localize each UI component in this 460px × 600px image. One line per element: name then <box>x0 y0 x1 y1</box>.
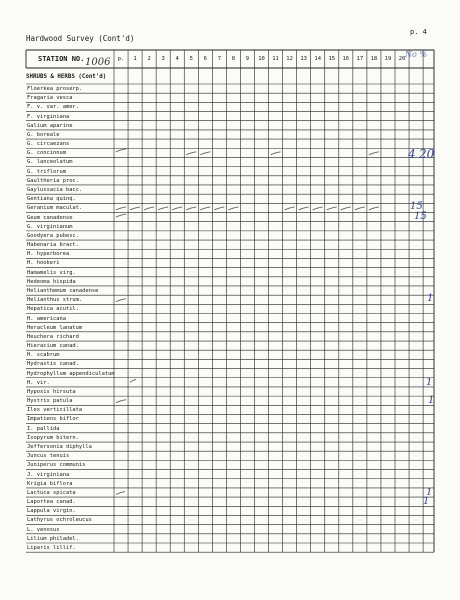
species-name: G. virginianum <box>27 223 73 230</box>
tally-mark <box>214 207 224 210</box>
tally-mark <box>186 152 196 155</box>
species-name: Helianthemum canadense <box>27 287 99 294</box>
handwritten-geranium-pct: 15 <box>410 201 423 212</box>
handwritten-lactuca: 1 <box>426 487 433 498</box>
species-name: H. vir. <box>27 379 50 386</box>
tally-mark <box>271 152 281 155</box>
tally-mark <box>228 207 238 210</box>
species-name: Hieracium canad. <box>27 343 79 350</box>
species-name: Geranium maculat. <box>27 205 83 212</box>
tally-mark <box>285 207 295 210</box>
species-name: Gaultheria proc. <box>27 177 79 184</box>
species-name: Lappula virgin. <box>27 508 76 515</box>
species-name: Juncus tenuis <box>27 453 70 460</box>
column-header: 18 <box>370 56 378 62</box>
species-name: Juniperus communis <box>27 462 86 469</box>
column-header: 17 <box>356 56 364 62</box>
column-header: 5 <box>189 56 193 62</box>
column-header: 1 <box>133 56 137 62</box>
tally-mark <box>116 149 126 152</box>
column-header: 19 <box>384 56 392 62</box>
species-name: G. lanceolatum <box>27 159 73 166</box>
species-name: G. circaezans <box>27 141 70 148</box>
tally-mark <box>116 214 126 217</box>
column-header: 20 <box>398 56 406 62</box>
tally-mark <box>116 299 126 302</box>
species-name: Geum canadense <box>27 214 73 221</box>
handwritten-g-concinnum-pct: 20 <box>419 147 435 161</box>
species-name: Hepatica acutil. <box>27 306 79 313</box>
tally-mark <box>130 207 140 210</box>
species-name: Helianthus strum. <box>27 297 83 304</box>
species-name: Hamamelis virg. <box>27 269 76 276</box>
handwritten-h-vir: 1 <box>426 377 433 388</box>
column-header: 10 <box>258 56 265 62</box>
column-header: 8 <box>231 56 236 62</box>
species-name: Hydrophyllum appendiculatum <box>27 370 115 377</box>
handwritten-laportea: 1 <box>423 496 430 507</box>
species-name: G. boreale <box>27 131 60 138</box>
page-number: p. 4 <box>410 28 427 36</box>
tally-mark <box>299 207 309 210</box>
tally-mark <box>341 207 351 210</box>
tally-mark <box>369 207 379 210</box>
column-header: 16 <box>342 56 350 62</box>
species-name: Heracleum lanatum <box>27 324 83 331</box>
column-header: 3 <box>161 56 165 62</box>
species-name: L. venosus <box>27 526 60 533</box>
tally-mark <box>172 207 182 210</box>
species-name: G. concinnum <box>27 150 66 157</box>
tally-mark <box>158 207 168 210</box>
species-name: Hedeoma hispida <box>27 278 76 285</box>
species-name: Lilium philadel. <box>27 535 79 542</box>
species-name: Impatiens biflor <box>27 416 79 423</box>
tally-mark <box>116 400 126 403</box>
species-name: Habenaria bract. <box>27 242 79 249</box>
species-name: G. triflorum <box>27 168 66 175</box>
tally-mark <box>116 492 125 495</box>
species-name: I. pallida <box>27 425 60 432</box>
species-name: Gentiana quinq. <box>27 196 76 203</box>
species-name: H. americana <box>27 315 66 322</box>
column-header: 7 <box>217 56 222 62</box>
column-header: 6 <box>203 56 207 62</box>
species-name: F. v. var. amer. <box>27 104 79 111</box>
tally-mark <box>116 207 126 210</box>
tally-mark <box>313 207 323 210</box>
extra-column-note: No % <box>405 50 427 59</box>
species-name: Lathyrus ochroleucus <box>27 517 92 524</box>
species-name: Isopyrum bitern. <box>27 434 79 441</box>
species-name: Krigia biflora <box>27 480 73 487</box>
species-name: J. virginiana <box>27 471 70 478</box>
tally-mark <box>200 207 210 210</box>
species-name: Galium aparine <box>27 122 73 129</box>
handwritten-helianthus: 1 <box>427 293 434 304</box>
species-name: Hydrastis canad. <box>27 361 79 368</box>
species-name: H. hyperborea <box>27 251 70 258</box>
column-header: 9 <box>245 56 250 62</box>
tally-mark <box>355 207 365 210</box>
species-name: Floerkea proserp. <box>27 86 83 92</box>
survey-title: Hardwood Survey (Cont'd) <box>26 34 135 43</box>
species-name: Hystrix patula <box>27 398 73 405</box>
species-name: Goodyera pubesc. <box>27 232 79 239</box>
column-header: p. <box>117 56 125 62</box>
station-label: STATION NO. <box>38 55 85 63</box>
species-name: Laportea canad. <box>27 499 76 506</box>
species-name: Liparis lillif. <box>27 545 76 551</box>
species-name: Jeffersonia diphylla <box>27 444 92 451</box>
tally-mark <box>200 152 210 155</box>
species-name: Gaylussacia bacc. <box>27 186 83 193</box>
column-header: 12 <box>286 56 293 62</box>
tally-mark <box>144 207 154 210</box>
column-header: 4 <box>175 56 179 62</box>
column-header: 15 <box>328 56 336 62</box>
species-name: H. scabrum <box>27 352 60 359</box>
handwritten-g-concinnum: 4 <box>408 147 416 161</box>
species-name: Lactuca spicata <box>27 489 76 496</box>
tally-mark <box>327 207 337 210</box>
station-number-handwritten: 1006 <box>85 57 111 68</box>
species-name: Fragaria vesca <box>27 95 73 102</box>
species-name: Heuchera richard <box>27 333 79 340</box>
species-name: F. virginiana <box>27 113 70 120</box>
tally-mark <box>186 207 196 210</box>
column-header: 13 <box>300 56 307 62</box>
column-header: 11 <box>272 56 279 62</box>
species-name: H. hookeri <box>27 260 60 267</box>
handwritten-geum-pct: 15 <box>414 211 427 222</box>
tally-mark <box>369 152 379 155</box>
section-title: SHRUBS & HERBS (Cont'd) <box>26 74 107 80</box>
species-name: Ilex verticillata <box>27 407 83 414</box>
species-name: Hypoxis hirsuta <box>27 388 76 395</box>
column-header: 2 <box>147 56 151 62</box>
handwritten-hystrix: 1 <box>428 395 435 406</box>
tally-mark <box>130 379 136 382</box>
column-header: 14 <box>314 56 322 62</box>
